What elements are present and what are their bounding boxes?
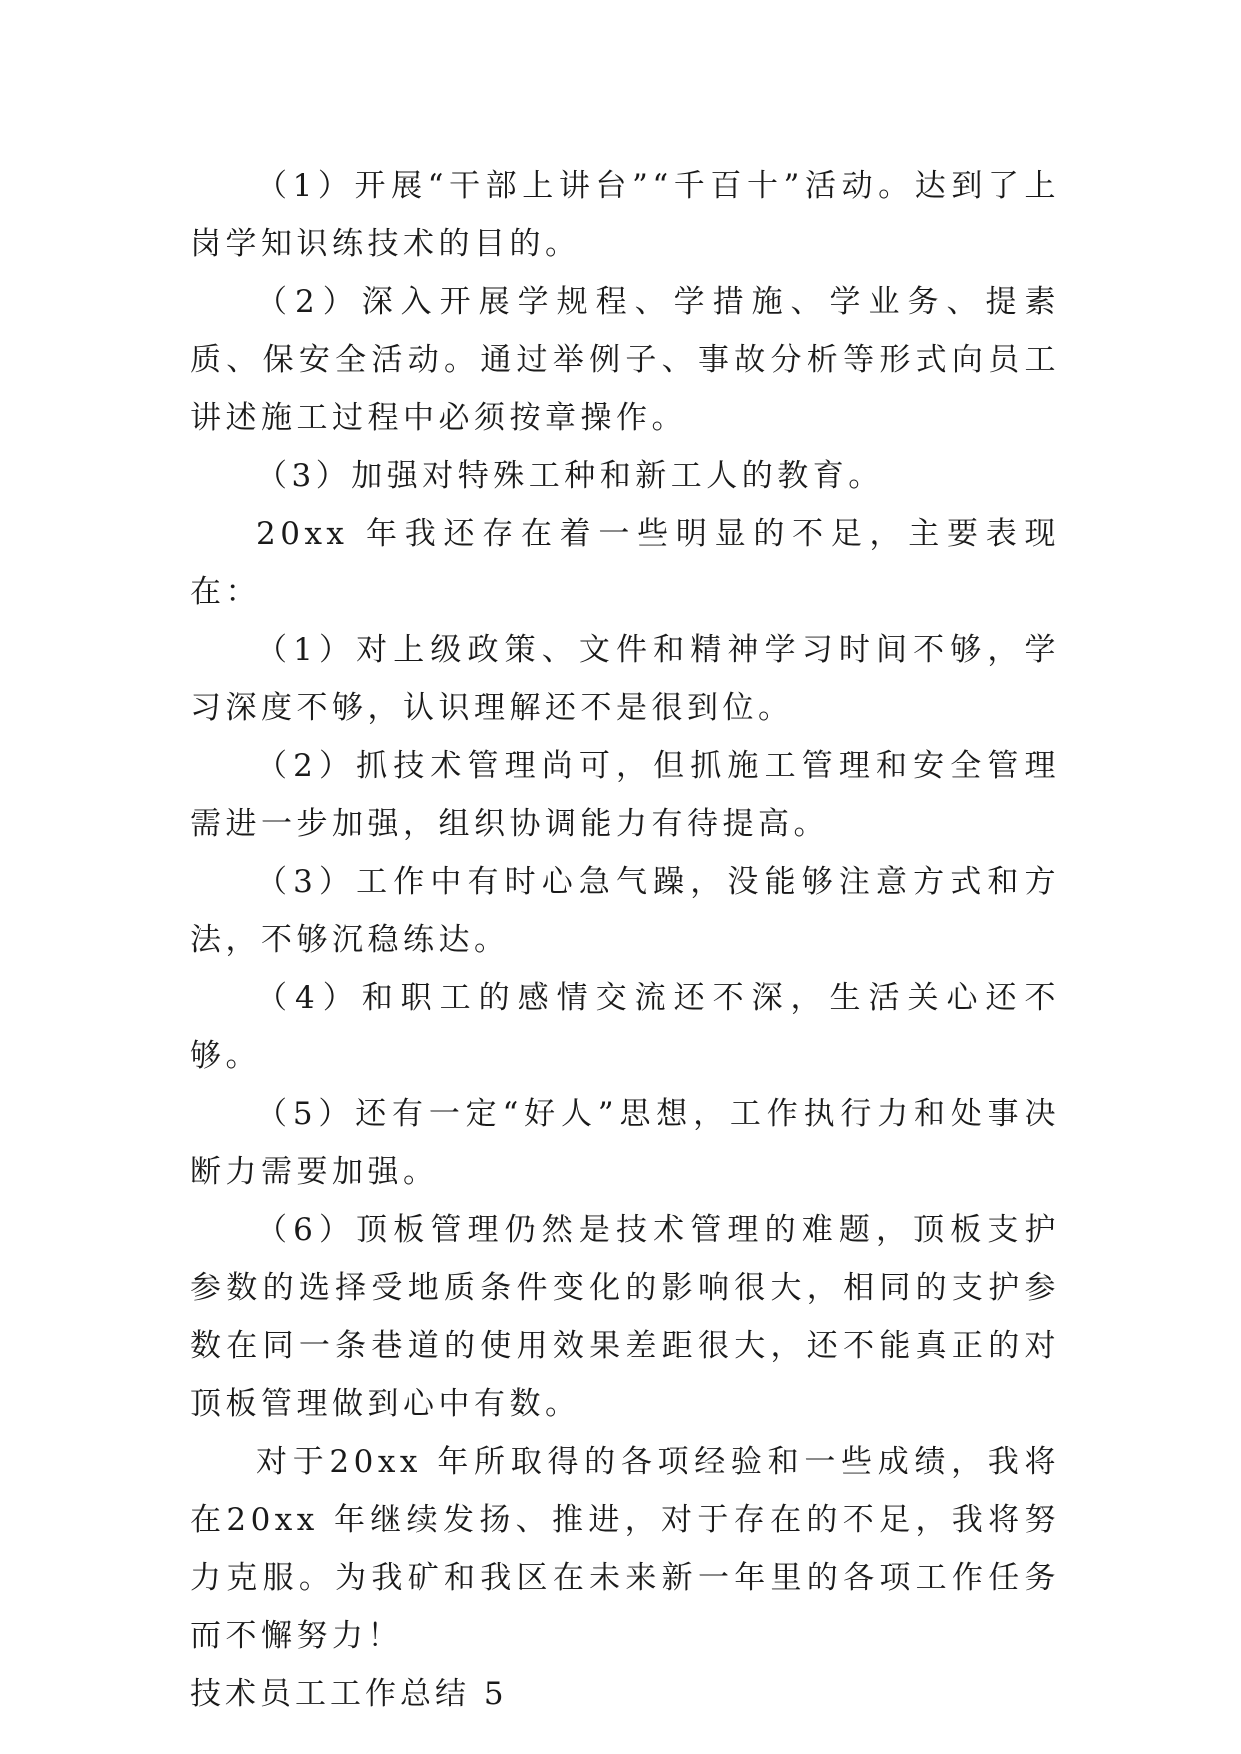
- paragraph-shortcomings-intro: 20xx 年我还存在着一些明显的不足，主要表现在：: [190, 516, 1060, 610]
- paragraph-shortcoming-4: （4）和职工的感情交流还不深，生活关心还不够。: [190, 980, 1060, 1074]
- paragraph-shortcoming-3: （3）工作中有时心急气躁，没能够注意方式和方法，不够沉稳练达。: [190, 864, 1060, 958]
- paragraph-item-3: （3）加强对特殊工种和新工人的教育。: [256, 458, 884, 494]
- document-body: [190, 157, 1060, 1723]
- paragraph-shortcoming-1: （1）对上级政策、文件和精神学习时间不够，学习深度不够，认识理解还不是很到位。: [190, 632, 1060, 726]
- paragraph-shortcoming-2: （2）抓技术管理尚可，但抓施工管理和安全管理需进一步加强，组织协调能力有待提高。: [190, 748, 1060, 842]
- paragraph-shortcoming-6: （6）顶板管理仍然是技术管理的难题，顶板支护参数的选择受地质条件变化的影响很大，相同的支护参数在同一条巷道的使用效果差距很大，还不能真正的对顶板管理做到心中有数。: [190, 1212, 1060, 1422]
- paragraph-item-2: （2）深入开展学规程、学措施、学业务、提素质、保安全活动。通过举例子、事故分析等形式向员工讲述施工过程中必须按章操作。: [190, 284, 1060, 436]
- paragraph-item-1: （1）开展“干部上讲台”“千百十”活动。达到了上岗学知识练技术的目的。: [190, 168, 1060, 262]
- section-heading: 技术员工工作总结 5: [190, 1676, 508, 1712]
- paragraph-conclusion: 对于20xx 年所取得的各项经验和一些成绩，我将在20xx 年继续发扬、推进，对于存在的不足，我将努力克服。为我矿和我区在未来新一年里的各项工作任务而不懈努力！: [190, 1444, 1060, 1654]
- paragraph-shortcoming-5: （5）还有一定“好人”思想，工作执行力和处事决断力需要加强。: [190, 1096, 1060, 1190]
